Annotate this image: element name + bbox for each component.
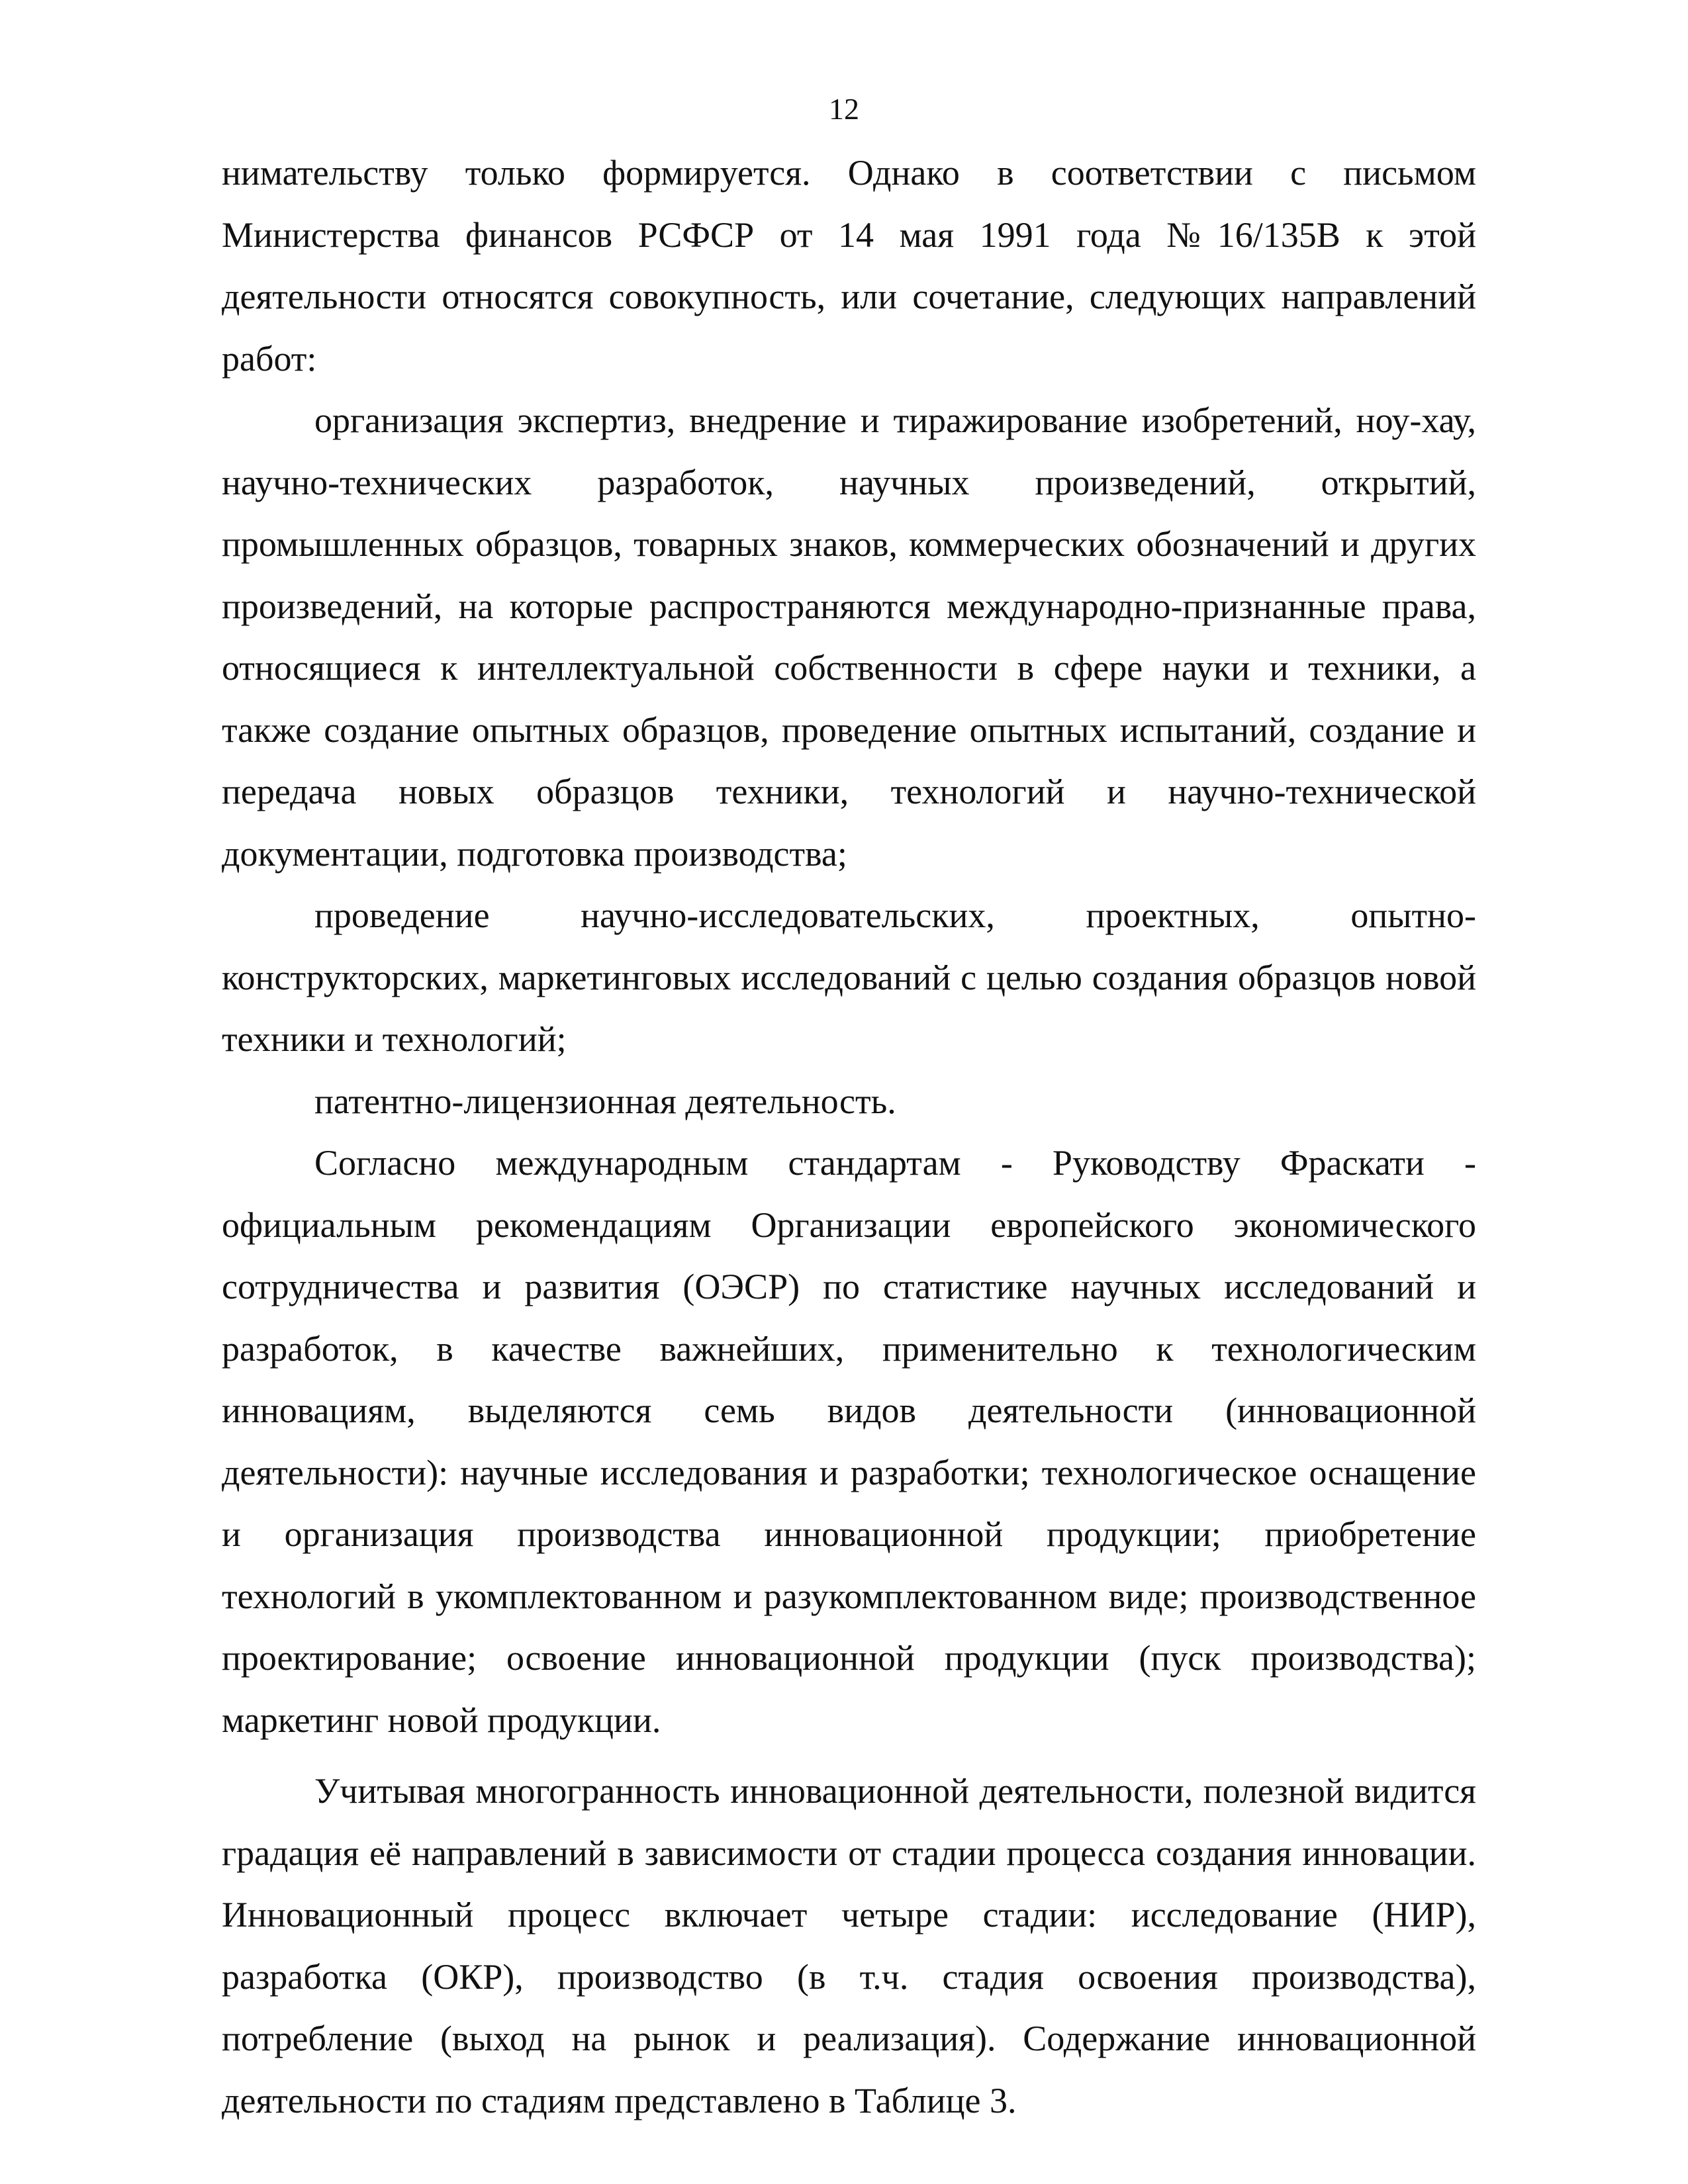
body-text (222, 142, 1476, 2132)
paragraph-continuation: нимательству только формируется. Однако в соответствии с письмом Министерства финансов РСФСР от 14 мая 1991 года №16/135В к этой деятельности относятся совокупность, или сочетание, следующих направлений работ: (222, 153, 1476, 379)
paragraph-patent: патентно-лицензионная деятельность. (314, 1081, 896, 1121)
page-number: 12 (829, 92, 859, 126)
paragraph-stages: Учитывая многогранность инновационной деятельности, полезной видится градация её направлений в зависимости от стадии процесса создания инновации. Инновационный процесс включает четыре стадии: исследование (НИР), разработка (ОКР), производство (в т.ч. стадия освоения производства), потребление (выход на рынок и реализация). Содержание инновационной деятельности по стадиям представлено в Таблице 3. (222, 1771, 1476, 2120)
paragraph-expertise: организация экспертиз, внедрение и тиражирование изобретений, ноу-хау, научно-технических разработок, научных произведений, открытий, промышленных образцов, товарных знаков, коммерческих обозначений и других произведений, на которые распространяются международно-признанные права, относящиеся к интеллектуальной собственности в сфере науки и техники, а также создание опытных образцов, проведение опытных испытаний, создание и передача новых образцов техники, технологий и научно-технической документации, подготовка производства; (222, 400, 1476, 874)
paragraph-frascati: Согласно международным стандартам - Руководству Фраскати - официальным рекомендациям Организации европейского экономического сотрудничества и развития (ОЭСР) по статистике научных исследований и разработок, в качестве важнейших, применительно к технологическим инновациям, выделяются семь видов деятельности (инновационной деятельности): научные исследования и разработки; технологическое оснащение и организация производства инновационной продукции; приобретение технологий в укомплектованном и разукомплектованном виде; производственное проектирование; освоение инновационной продукции (пуск производства); маркетинг новой продукции. (222, 1143, 1476, 1740)
paragraph-research: проведение научно-исследовательских, проектных, опытно-конструкторских, маркетинговых исследований с целью создания образцов новой техники и технологий; (222, 895, 1476, 1059)
